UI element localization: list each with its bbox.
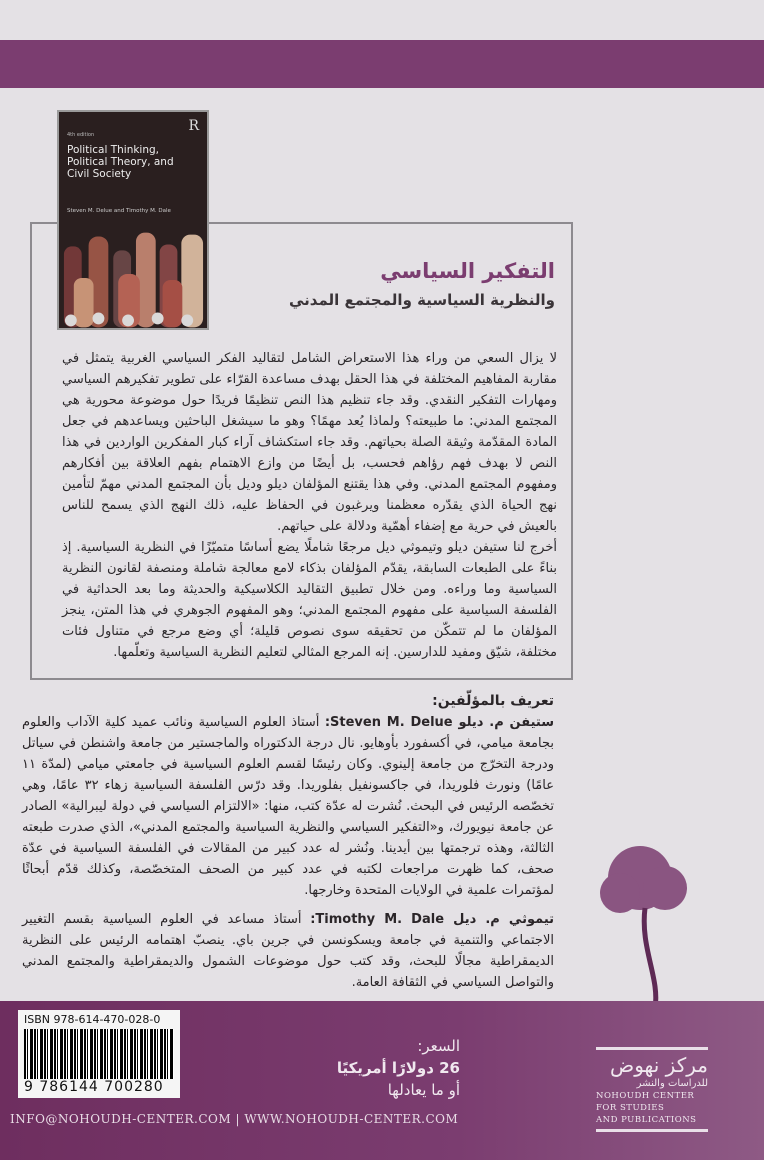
raised-hands-illustration — [59, 228, 207, 328]
publisher-line2-en: FOR STUDIES — [596, 1103, 665, 1113]
author-name: تيموثي م. ديل Timothy M. Dale: — [310, 912, 555, 927]
publisher-name-ar: مركز نهوض — [610, 1053, 708, 1077]
price-label: السعر: — [417, 1037, 460, 1055]
bottom-purple-band — [0, 1001, 764, 1160]
original-cover-thumbnail — [57, 110, 209, 330]
top-purple-band — [0, 40, 764, 88]
book-description — [62, 348, 557, 663]
divider — [596, 1047, 708, 1050]
author-bio-text: أستاذ العلوم السياسية ونائب عميد كلية الآداب والعلوم بجامعة ميامي، في أكسفورد بأوهايو. نال درجة الدكتوراه والماجستير من جامعة واشنطن في سياتل ودرجة التخرّج من جامعة إلينوي. وكان رئيسًا لقسم العلوم السياسية في جامعتي ميامي (لمدّة ١١ عامًا) ونورث فلوريدا، في جاكسونفيل بفلوريدا. وقد درّس الفلسفة السياسية زهاء ٣٢ عامًا، وهي تخصّصه الرئيس في البحث. نُشرت له عدّة كتب، منها: «الالتزام السياسي في دولة ليبرالية» الصادر عن جامعة نيويورك، و«التفكير السياسي والنظرية السياسية والمجتمع المدني»، الذي صدرت طبعته الثالثة، وهذه ترجمتها بين أيدينا. ونُشر له عدد كبير من المقالات في الفلسفة السياسية في عدّة صحف، كما ظهرت مراجعات لكتبه في عدد كبير من الصحف المتخصّصة، وكذلك قدّم أبحاثًا لمؤتمرات علمية في الولايات المتحدة وخارجها. — [22, 715, 554, 898]
barcode-icon — [24, 1029, 174, 1079]
publisher-line3-en: AND PUBLICATIONS — [596, 1115, 697, 1125]
author-bio-text: أستاذ مساعد في العلوم السياسية بقسم التغيير الاجتماعي والتنمية في جامعة ويسكونسن في جرين باي. ينصبّ اهتمامه الرئيس على النظرية الديمقراطية مجالًا للبحث، وقد كتب حول موضوعات الشمول والديمقراطية والمجتمع المدني والتواصل السياسي في الثقافة العامة. — [22, 912, 554, 990]
authors-heading: تعريف بالمؤلّفين: — [432, 693, 554, 709]
original-authors: Steven M. Delue and Timothy M. Dale — [67, 208, 171, 214]
description-paragraph: أخرج لنا ستيفن ديلو وتيموثي ديل مرجعًا شاملًا يضع أساسًا متميّزًا في النظرية السياسية. إذ بناءً على الطبعات السابقة، يقدّم المؤلفان بذكاء لامع معالجة شاملة ومنصفة لقانون النظرية السياسية وما وراءه. ومن خلال تطبيق التقاليد الكلاسيكية والحديثة وما بعد الحداثية في الفلسفة السياسية على مفهوم المجتمع المدني؛ وهو المفهوم الجوهري في هذا المتن، ينجز المؤلفان ما لم تتمكّن من تحقيقه سوى نصوص قليلة؛ أي وضع مرجع في متناول فئات مختلفة، شيّق ومفيد للدارسين. إنه المرجع المثالي لتعليم النظرية السياسية وتعلّمها. — [62, 540, 557, 660]
divider — [596, 1129, 708, 1132]
isbn-label: ISBN 978-614-470-028-0 — [24, 1013, 161, 1026]
author-name: ستيفن م. ديلو Steven M. Delue: — [324, 715, 555, 730]
price-amount: 26 دولارًا أمريكيًا — [336, 1059, 460, 1077]
author-bio — [22, 909, 554, 993]
description-paragraph: لا يزال السعي من وراء هذا الاستعراض الشامل لتقاليد الفكر السياسي الغربية يتمثل في مقاربة المفاهيم المختلفة في هذا الحقل بهدف مساعدة القرّاء على تطوير تفكيرهم السياسي ومهارات التفكير النقدي. وقد جاء تنظيم هذا النص تنظيمًا فريدًا حول موضوعة محورية هي المجتمع المدني: ما طبيعته؟ ولماذا يُعد مهمًا؟ وهو ما سيشغل الباحثين ويساعدهم في جعل المادة المقدّمة وثيقة الصلة بحياتهم. وقد جاء استكشاف آراء كبار المفكرين الواردين في هذا النص لا بهدف فهم رؤاهم فحسب، بل أيضًا من وازع الاهتمام بفهم العلاقة بين أفكارهم ومفهوم المجتمع المدني. وفي هذا يقتنع المؤلفان ديلو وديل بأن المجتمع المدني مهمّ لتأمين نهج الحياة الذي يقدّره معظمنا ويرغبون في الحفاظ عليه، ذلك النهج الذي يسمح للناس بالعيش في حرية مع إضفاء أهمّية ودلالة على حياتهم. — [62, 351, 557, 534]
price-alternative: أو ما يعادلها — [387, 1081, 460, 1099]
publisher-logo: R — [188, 118, 199, 134]
original-title: Political Thinking, Political Theory, and Civil Society — [67, 144, 174, 180]
authors-section — [22, 690, 554, 993]
publisher-logo-block — [596, 1044, 708, 1135]
edition-label: 4th edition — [67, 132, 95, 138]
isbn-barcode — [18, 1010, 180, 1098]
barcode-digits: 9 786144 700280 — [24, 1079, 164, 1095]
book-title: التفكير السياسي — [380, 259, 555, 283]
publisher-sub-ar: للدراسات والنشر — [636, 1078, 708, 1089]
price-block — [300, 1035, 460, 1101]
content-flow — [0, 222, 764, 1160]
publisher-name-en: NOHOUDH CENTER — [596, 1091, 695, 1101]
author-bio — [22, 712, 554, 901]
book-subtitle: والنظرية السياسية والمجتمع المدني — [288, 291, 555, 309]
contact-line: INFO@NOHOUDH-CENTER.COM | WWW.NOHOUDH-CENTER.COM — [10, 1112, 459, 1126]
